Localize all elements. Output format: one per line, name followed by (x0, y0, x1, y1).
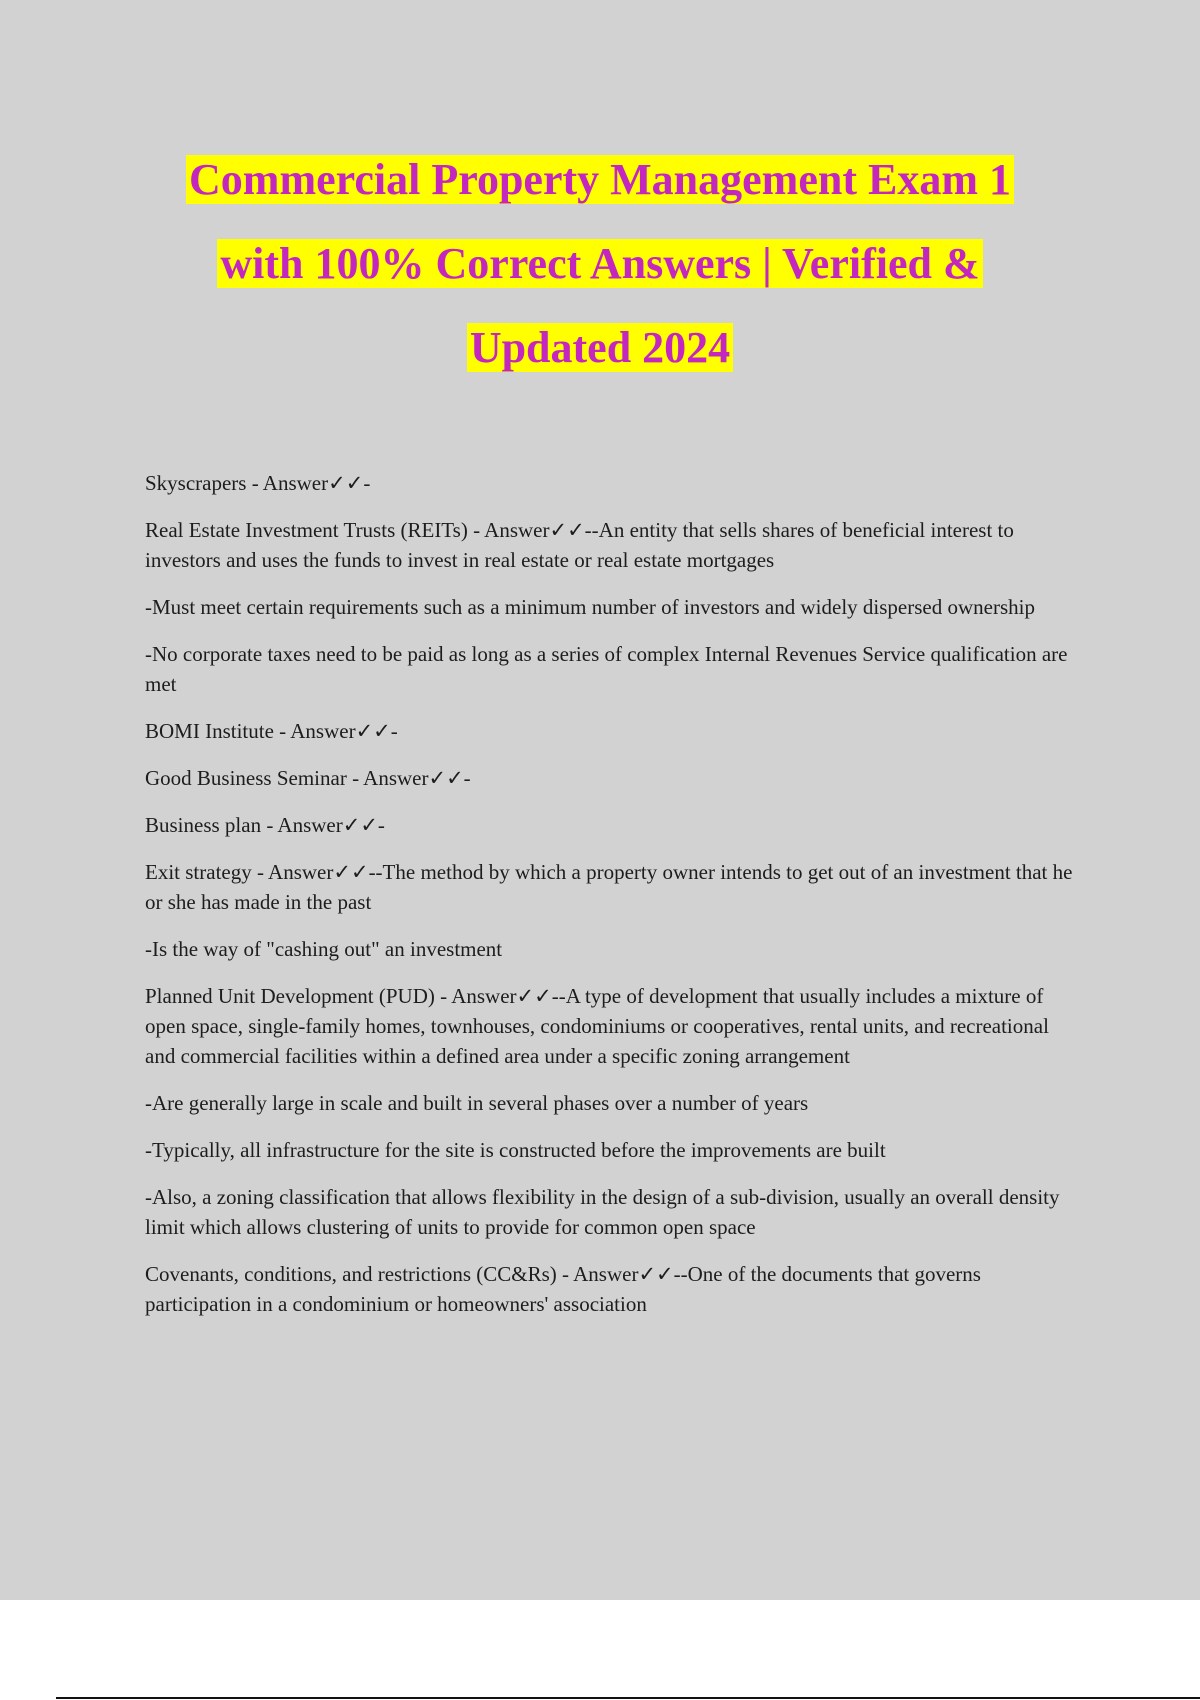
title-line-3: Updated 2024 (467, 323, 733, 372)
paragraph-pud: Planned Unit Development (PUD) - Answer✓✓--A type of development that usually includes a mixture of open space, single-family homes, townhouses, condominiums or cooperatives, rental units, and recreational and commercial facilities within a defined area under a specific zoning arrangement (145, 984, 1049, 1068)
paragraph-cashing-out: -Is the way of "cashing out" an investment (145, 937, 503, 961)
document-body (145, 468, 1080, 1336)
document-title (100, 138, 1100, 390)
paragraph-pud-infrastructure: -Typically, all infrastructure for the site is constructed before the improvements are built (145, 1138, 886, 1162)
paragraph-bomi-institute: BOMI Institute - Answer✓✓- (145, 719, 398, 743)
paragraph-skyscrapers: Skyscrapers - Answer✓✓- (145, 471, 371, 495)
paragraph-exit-strategy: Exit strategy - Answer✓✓--The method by which a property owner intends to get out of an investment that he or she has made in the past (145, 860, 1073, 914)
paragraph-business-plan: Business plan - Answer✓✓- (145, 813, 385, 837)
paragraph-reits-taxes: -No corporate taxes need to be paid as long as a series of complex Internal Revenues Service qualification are met (145, 642, 1068, 696)
paragraph-reits-requirements: -Must meet certain requirements such as a minimum number of investors and widely dispersed ownership (145, 595, 1035, 619)
paragraph-pud-zoning: -Also, a zoning classification that allows flexibility in the design of a sub-division, usually an overall density limit which allows clustering of units to provide for common open space (145, 1185, 1060, 1239)
bottom-divider (56, 1697, 1200, 1699)
title-line-2: with 100% Correct Answers | Verified & (217, 239, 982, 288)
paragraph-reits: Real Estate Investment Trusts (REITs) - Answer✓✓--An entity that sells shares of beneficial interest to investors and uses the funds to invest in real estate or real estate mortgages (145, 518, 1014, 572)
title-line-1: Commercial Property Management Exam 1 (186, 155, 1014, 204)
paragraph-good-business-seminar: Good Business Seminar - Answer✓✓- (145, 766, 471, 790)
paragraph-ccrs: Covenants, conditions, and restrictions (CC&Rs) - Answer✓✓--One of the documents that governs participation in a condominium or homeowners' association (145, 1262, 981, 1316)
paragraph-pud-scale: -Are generally large in scale and built in several phases over a number of years (145, 1091, 809, 1115)
